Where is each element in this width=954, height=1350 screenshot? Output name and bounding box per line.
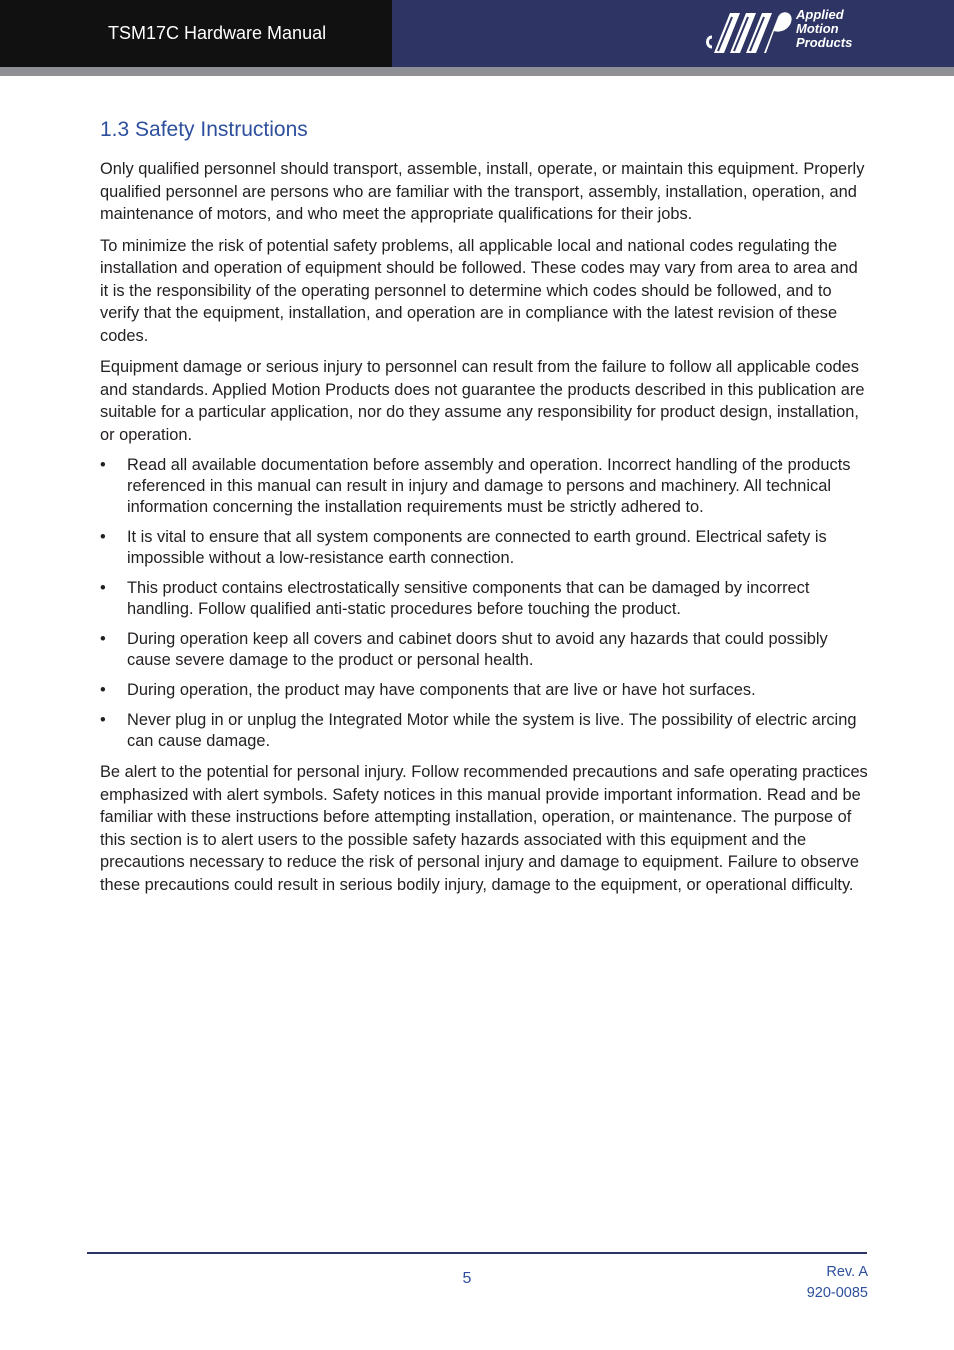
- header-brand-panel: [392, 0, 954, 67]
- applied-motion-logo: [704, 7, 874, 61]
- page-header: [0, 0, 954, 67]
- list-item: [100, 710, 870, 752]
- safety-bullet-list: [100, 455, 870, 752]
- page-number: 5: [462, 1270, 472, 1287]
- bullet-marker: •: [100, 630, 106, 648]
- logo-wordmark: [796, 8, 852, 50]
- logo-line-2: Motion: [796, 21, 839, 36]
- section-heading: 1.3 Safety Instructions: [100, 118, 308, 141]
- list-item-text: During operation, the product may have components that are live or have hot surfaces.: [127, 681, 756, 699]
- paragraph-liability: Equipment damage or serious injury to personnel can result from the failure to follow all applicable codes and standards. Applied Motion Products does not guarantee the products described in this publication are suitable for a particular application, nor do they assume any responsibility for product design, installation, or operation.: [100, 358, 865, 444]
- revision-label: Rev. A: [826, 1264, 868, 1280]
- document-number: 920-0085: [806, 1285, 868, 1301]
- paragraph-qualified-personnel: Only qualified personnel should transport, assemble, install, operate, or maintain this equipment. Properly qualified personnel are persons who are familiar with the transport, assembly, installation, operation, and maintenance of motors, and who meet the appropriate qualifications for their jobs.: [100, 160, 865, 223]
- footer-doc-info: [807, 1262, 868, 1304]
- logo-line-3: Products: [796, 35, 853, 50]
- list-item-text: During operation keep all covers and cabinet doors shut to avoid any hazards that could possibly cause severe damage to the product or personal health.: [127, 630, 828, 669]
- list-item-text: Never plug in or unplug the Integrated Motor while the system is live. The possibility of electric arcing can cause damage.: [127, 711, 857, 750]
- list-item-text: This product contains electrostatically sensitive components that can be damaged by incorrect handling. Follow qualified anti-static procedures before touching the product.: [127, 579, 810, 618]
- bullet-marker: •: [100, 681, 106, 699]
- manual-title: TSM17C Hardware Manual: [0, 0, 392, 67]
- bullet-marker: •: [100, 579, 106, 597]
- bullet-marker: •: [100, 456, 106, 474]
- applied-motion-logo-icon: [704, 7, 796, 61]
- footer-divider: [87, 1252, 867, 1254]
- bullet-marker: •: [100, 711, 106, 729]
- list-item: [100, 455, 870, 518]
- paragraph-alert: Be alert to the potential for personal injury. Follow recommended precautions and safe operating practices emphasized with alert symbols. Safety notices in this manual provide important information. Read and be familiar with these instructions before attempting installation, operation, or maintenance. The purpose of this section is to alert users to the possible safety hazards associated with this equipment and the precautions necessary to reduce the risk of personal injury and damage to equipment. Failure to observe these precautions could result in serious bodily injury, damage to the equipment, or operational difficulty.: [100, 763, 868, 894]
- page-content: [100, 116, 870, 905]
- list-item: [100, 527, 870, 569]
- list-item-text: Read all available documentation before assembly and operation. Incorrect handling of the products referenced in this manual can result in injury and damage to persons and machinery. All technical information concerning the installation requirements must be strictly adhered to.: [127, 456, 851, 516]
- paragraph-codes: To minimize the risk of potential safety problems, all applicable local and national codes regulating the installation and operation of equipment should be followed. These codes may vary from area to area and it is the responsibility of the operating personnel to determine which codes should be followed, and to verify that the equipment, installation, and operation are in compliance with the latest revision of these codes.: [100, 236, 858, 345]
- header-divider-bar: [0, 67, 954, 76]
- logo-line-1: Applied: [796, 7, 844, 22]
- bullet-marker: •: [100, 528, 106, 546]
- list-item: [100, 629, 870, 671]
- list-item-text: It is vital to ensure that all system components are connected to earth ground. Electrical safety is impossible without a low-resistance earth connection.: [127, 528, 827, 567]
- list-item: [100, 578, 870, 620]
- list-item: [100, 680, 870, 701]
